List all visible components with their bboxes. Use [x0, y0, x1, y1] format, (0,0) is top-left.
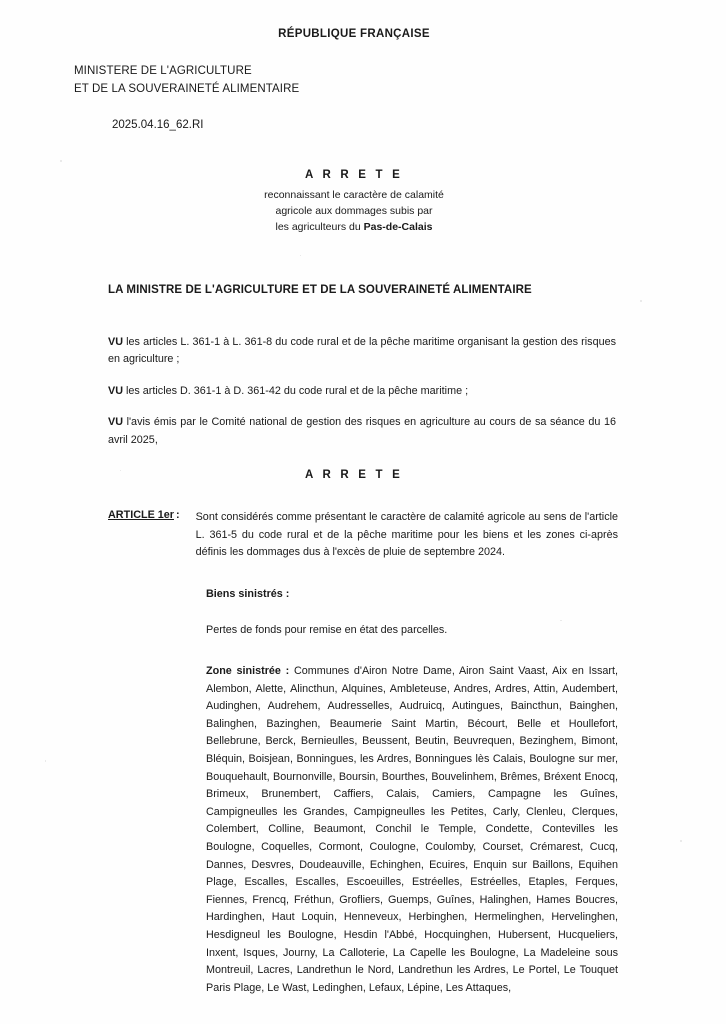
document-body: [74, 0, 634, 1024]
visas-block: [108, 334, 616, 449]
visa-text: l'avis émis par le Comité national de gestion des risques en agriculture au cours de sa séance du 16 avril 2025,: [108, 416, 616, 446]
ministry-line-1: MINISTERE DE L'AGRICULTURE: [74, 65, 252, 77]
article-1-text: Sont considérés comme présentant le caractère de calamité agricole au sens de l'article L. 361-5 du code rural et de la pêche maritime pour les biens et les zones ci-après définis les dommages dus à l'excès de pluie de septembre 2024.: [195, 511, 618, 559]
arrete-subtitle: [74, 187, 634, 236]
issuing-authority-heading: LA MINISTRE DE L'AGRICULTURE ET DE LA SOUVERAINETÉ ALIMENTAIRE: [108, 283, 532, 296]
visa-text: les articles L. 361-1 à L. 361-8 du code rural et de la pêche maritime organisant la gestion des risques en agriculture ;: [108, 335, 616, 366]
zone-sinistree-communes: Communes d'Airon Notre Dame, Airon Saint Vaast, Aix en Issart, Alembon, Alette, Alincthun, Alquines, Ambleteuse, Andres, Ardres, Attin, Audembert, Audinghen, Audrehem, Audresselles, Audruicq, Autingues, Baincthun, Bainghen, Balinghen, Bazinghen, Beaumerie Saint Martin, Bécourt, Belle et Houllefort, Bellebrune, Berck, Bernieulles, Beussent, Beutin, Beuvrequen, Bezinghem, Bimont, Bléquin, Boisjean, Bonningues, les Ardres, Bonningues lès Calais, Boulogne sur mer, Bouquehault, Bournonville, Boursin, Bourthes, Bouvelinhem, Brêmes, Bréxent Enocq, Brimeux, Brunembert, Caffiers, Calais, Camiers, Campagne les Guînes, Campigneulles les Grandes, Campigneulles les Petites, Carly, Clenleu, Clerques, Colembert, Colline, Beaumont, Conchil le Temple, Condette, Contevilles les Boulogne, Coquelles, Cormont, Coulogne, Coulomby, Courset, Crémarest, Cucq, Dannes, Desvres, Doudeauville, Echinghen, Ecuires, Enquin sur Baillons, Equihen Plage, Escalles, Escalles, Escoeuilles, Estréelles, Estréelles, Etaples, Ferques, Fiennes, Frencq, Fréthun, Grofliers, Guemps, Guînes, Halinghen, Hames Boucres, Hardinghen, Haut Loquin, Henneveux, Herbinghen, Hermelinghen, Hervelinghen, Hesdigneul les Boulogne, Hesdin l'Abbé, Hocquinghen, Hubersent, Hucqueliers, Inxent, Isques, Journy, La Calloterie, La Capelle les Boulogne, La Madeleine sous Montreuil, Lacres, Landrethun le Nord, Landrethun les Ardres, Le Portel, Le Touquet Paris Plage, Le Wast, Ledinghen, Lefaux, Lépine, Les Attaques,: [206, 665, 618, 994]
arrete-subtitle-line-3: [74, 219, 634, 235]
arrete-subtitle-prefix: les agriculteurs du: [275, 221, 364, 234]
arrete-title: A R R E T E: [304, 168, 404, 181]
visa-paragraph: [108, 414, 616, 449]
article-1-colon: :: [176, 509, 180, 521]
visa-prefix: VU: [108, 335, 123, 348]
arrete-verb-heading: A R R E T E: [304, 469, 404, 481]
ministry-line-2: ET DE LA SOUVERAINETÉ ALIMENTAIRE: [74, 83, 300, 96]
article-1-block: [108, 509, 618, 562]
zone-sinistree-block: [206, 663, 618, 997]
article-1-label: ARTICLE 1er: [108, 509, 174, 521]
ministry-block: [74, 62, 634, 99]
visa-prefix: VU: [108, 384, 123, 397]
document-reference-number: 2025.04.16_62.RI: [112, 118, 204, 131]
zone-sinistree-label: Zone sinistrée :: [206, 665, 294, 678]
arrete-subtitle-line-2: agricole aux dommages subis par: [275, 205, 433, 218]
visa-text: les articles D. 361-1 à D. 361-42 du code rural et de la pêche maritime ;: [123, 384, 469, 397]
arrete-department-name: Pas-de-Calais: [363, 221, 433, 234]
visa-prefix: VU: [108, 416, 123, 429]
visa-paragraph: [108, 383, 616, 400]
arrete-subtitle-line-1: reconnaissant le caractère de calamité: [264, 188, 444, 201]
visa-paragraph: [108, 334, 616, 369]
republique-francaise-heading: RÉPUBLIQUE FRANÇAISE: [278, 28, 430, 40]
biens-sinistres-heading: Biens sinistrés :: [206, 587, 290, 600]
biens-sinistres-text: Pertes de fonds pour remise en état des parcelles.: [206, 623, 448, 636]
